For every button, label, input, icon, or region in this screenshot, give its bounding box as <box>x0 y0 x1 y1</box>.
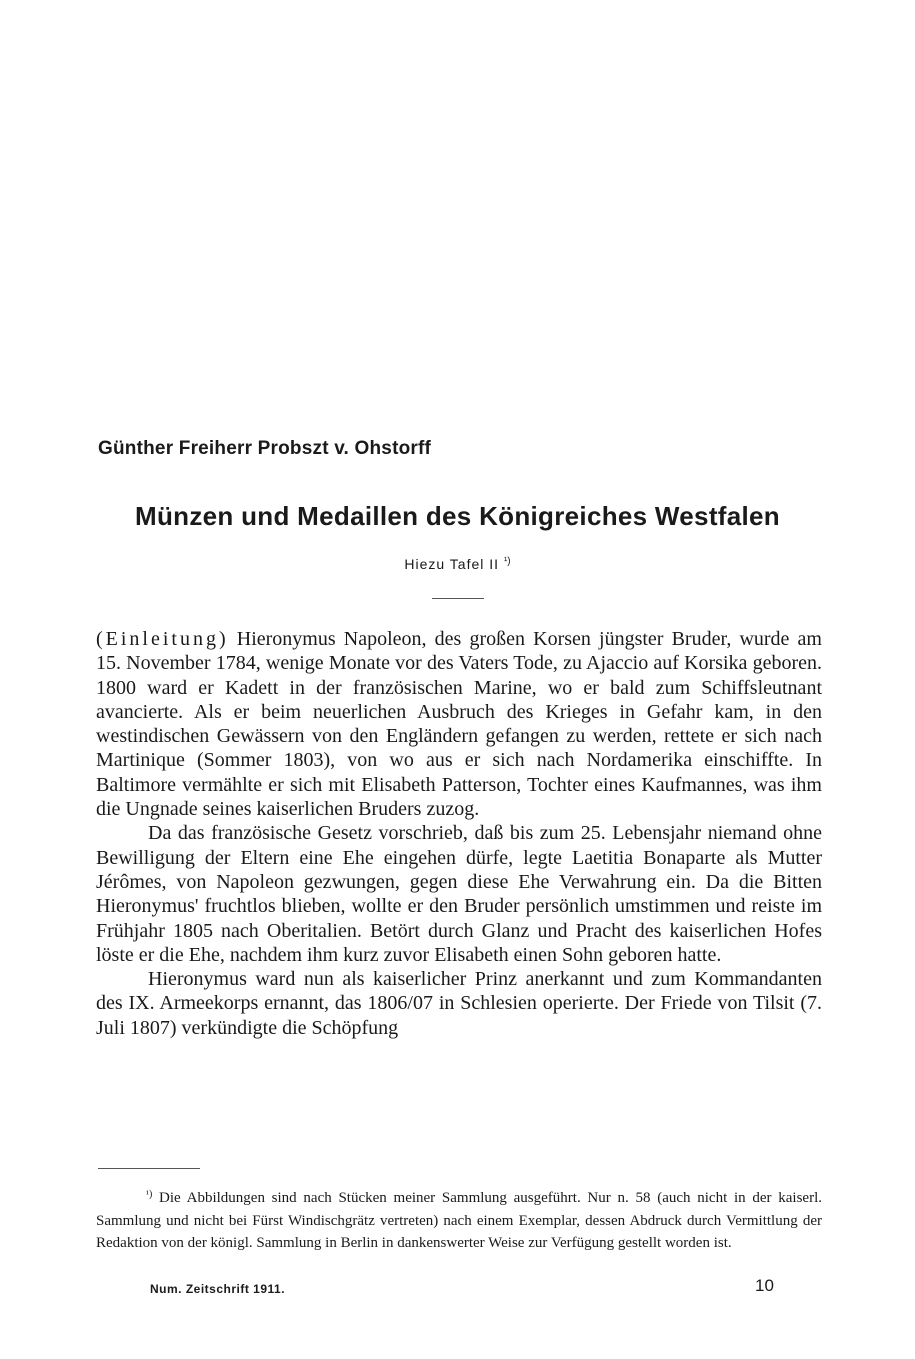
footnote-paragraph <box>96 1184 822 1255</box>
article-body <box>96 627 822 1040</box>
footnote-reference-marker: ¹) <box>503 556 511 567</box>
title-divider <box>432 598 484 599</box>
paragraph-1-lead: (Einleitung) <box>96 628 229 650</box>
paragraph-1-text: Hieronymus Napoleon, des großen Korsen jüngster Bruder, wurde am 15. November 1784, wenige Monate vor des Vaters Tode, zu Ajaccio auf Korsika geboren. 1800 ward er Kadett in der französischen Marine, wo er bald zum Schiffsleutnant avancierte. Als er beim neuerlichen Ausbruch des Krieges in Gefahr kam, in den westindischen Gewässern von den Engländern gefangen zu werden, rettete er sich nach Martinique (Sommer 1803), von wo aus er sich nach Nordamerika einschiffte. In Baltimore vermählte er sich mit Elisabeth Patterson, Tochter eines Kaufmannes, was ihm die Ungnade seines kaiserlichen Bruders zuzog. <box>96 628 822 821</box>
plate-reference-text: Hiezu Tafel II <box>404 556 500 572</box>
footnote-text: Die Abbildungen sind nach Stücken meiner Sammlung ausgeführt. Nur n. 58 (auch nicht in der kaiserl. Sammlung und nicht bei Fürst Windischgrätz vertreten) nach einem Exemplar, dessen Abdruck durch Vermittlung der Redaktion von der königl. Sammlung in Berlin in dankenswerter Weise zur Verfügung gestellt worden ist. <box>96 1190 822 1251</box>
paragraph-2: Da das französische Gesetz vorschrieb, daß bis zum 25. Lebensjahr niemand ohne Bewilligung der Eltern eine Ehe eingehen dürfe, legte Laetitia Bonaparte als Mutter Jérômes, von Napoleon gezwungen, gegen diese Ehe Verwahrung ein. Da die Bitten Hieronymus' fruchtlos blieben, wollte er den Bruder persönlich umstimmen und reiste im Frühjahr 1805 nach Oberitalien. Betört durch Glanz und Pracht des kaiserlichen Hofes löste er die Ehe, nachdem ihm kurz zuvor Elisabeth einen Sohn geboren hatte. <box>96 822 822 966</box>
footnote <box>96 1184 822 1255</box>
paragraph-1 <box>96 627 822 821</box>
footnote-rule <box>98 1168 200 1169</box>
paragraph-3: Hieronymus ward nun als kaiserlicher Prinz anerkannt und zum Kommandanten des IX. Armeekorps ernannt, das 1806/07 in Schlesien operierte. Der Friede von Tilsit (7. Juli 1807) verkündigte die Schöpfung <box>96 968 822 1039</box>
author-line: Günther Freiherr Probszt v. Ohstorff <box>98 438 432 459</box>
footnote-marker: ¹) <box>146 1189 153 1200</box>
plate-reference <box>0 556 915 572</box>
article-title: Münzen und Medaillen des Königreiches Westfalen <box>135 501 780 531</box>
journal-signature: Num. Zeitschrift 1911. <box>150 1282 286 1296</box>
page-number: 10 <box>755 1276 774 1295</box>
